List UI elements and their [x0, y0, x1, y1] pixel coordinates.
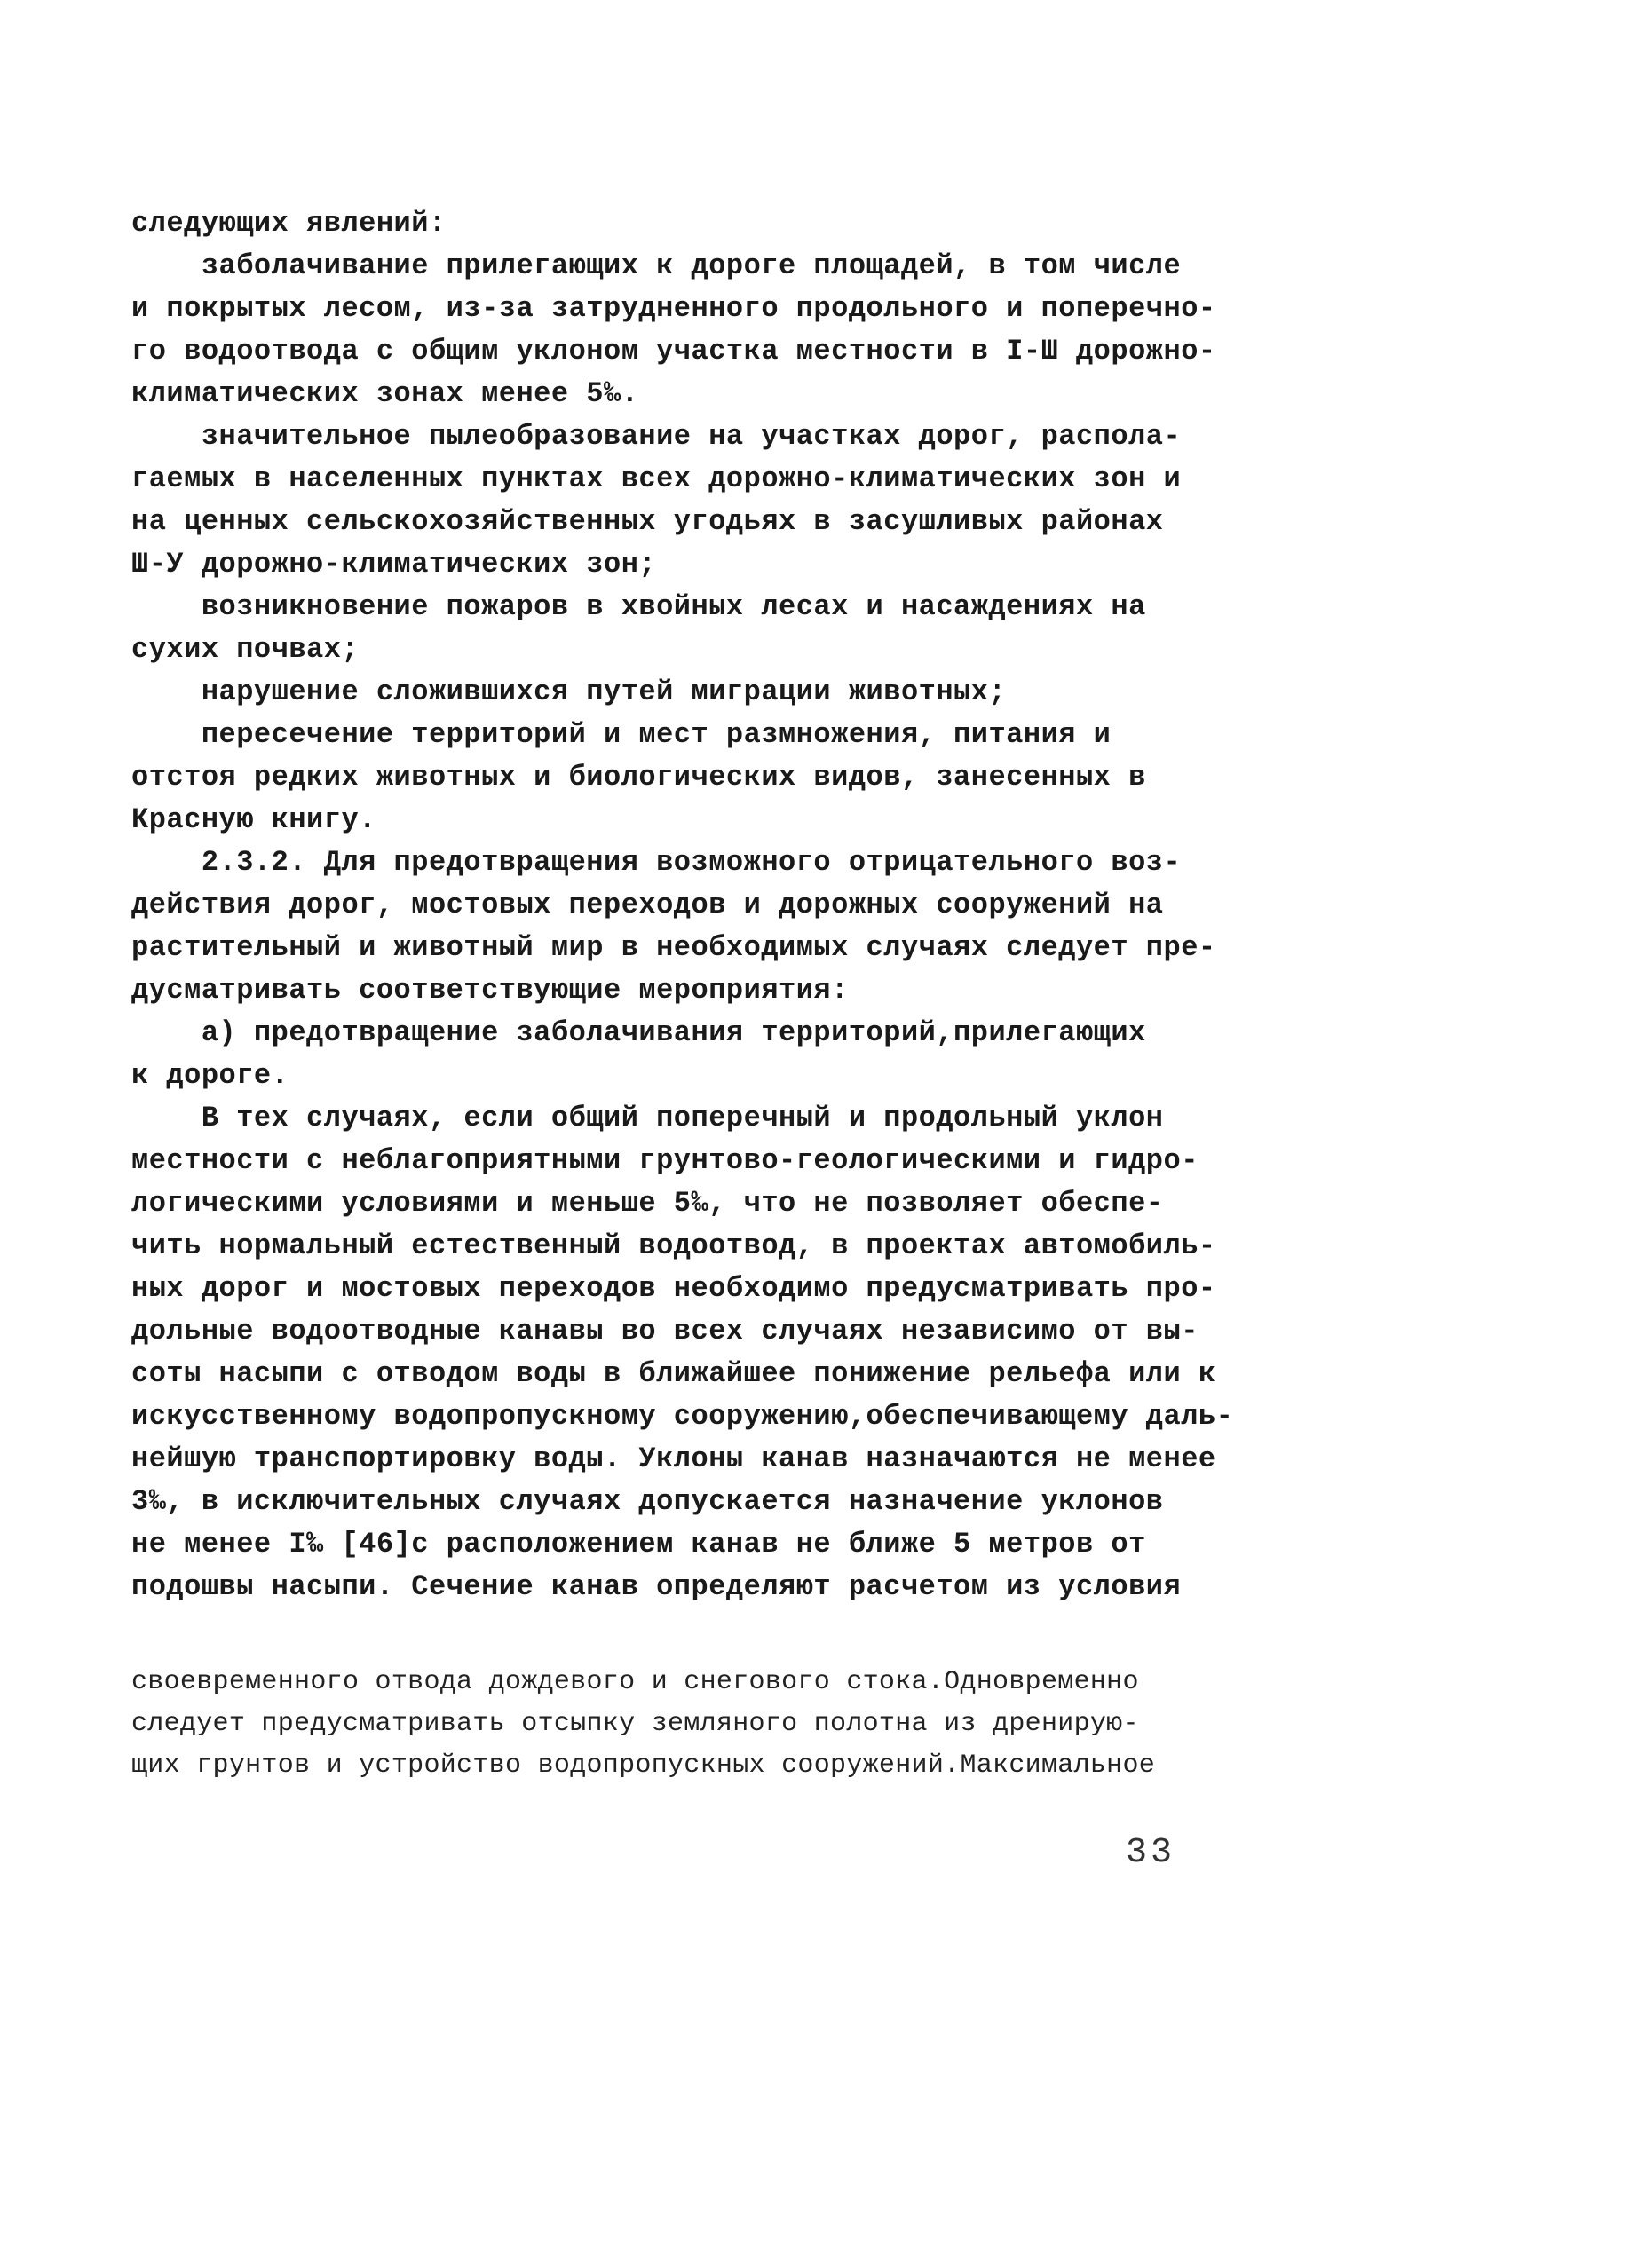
text-line: Красную книгу. [131, 803, 376, 836]
text-line: В тех случаях, если общий поперечный и продольный уклон [131, 1102, 1164, 1134]
text-line: сухих почвах; [131, 633, 360, 666]
text-line: не менее I‰ [46]с расположением канав не ближе 5 метров от [131, 1528, 1146, 1561]
text-line: искусственному водопропускному сооружению,обеспечивающему даль- [131, 1400, 1234, 1433]
page-number: 33 [1126, 1833, 1176, 1873]
text-line: пересечение территорий и мест размножения, питания и [131, 718, 1112, 751]
text-line: возникновение пожаров в хвойных лесах и насаждениях на [131, 590, 1146, 623]
text-line: растительный и животный мир в необходимых случаях следует пре- [131, 931, 1216, 964]
text-line: ных дорог и мостовых переходов необходимо предусматривать про- [131, 1272, 1216, 1305]
continuation-text-block [131, 1662, 1286, 1787]
text-line: местности с неблагоприятными грунтово-геологическими и гидро- [131, 1144, 1199, 1177]
text-line: щих грунтов и устройство водопропускных сооружений.Максимальное [131, 1750, 1156, 1781]
text-line: и покрытых лесом, из-за затрудненного продольного и поперечно- [131, 292, 1216, 325]
text-line: дусматривать соответствующие мероприятия: [131, 974, 849, 1007]
text-line: го водоотвода с общим уклоном участка местности в I-Ш дорожно- [131, 335, 1216, 367]
text-line: к дороге. [131, 1059, 289, 1092]
text-line: логическими условиями и меньше 5‰, что не позволяет обеспе- [131, 1187, 1164, 1220]
text-line: 2.3.2. Для предотвращения возможного отрицательного воз- [131, 846, 1182, 879]
text-line: своевременного отвода дождевого и снегового стока.Одновременно [131, 1667, 1139, 1697]
main-text-block [131, 202, 1232, 1608]
text-line: дольные водоотводные канавы во всех случаях независимо от вы- [131, 1315, 1199, 1347]
text-line: нарушение сложившихся путей миграции животных; [131, 676, 1007, 708]
text-line: действия дорог, мостовых переходов и дорожных сооружений на [131, 889, 1164, 921]
text-line: следующих явлений: [131, 207, 447, 240]
text-line: соты насыпи с отводом воды в ближайшее понижение рельефа или к [131, 1357, 1216, 1390]
text-line: гаемых в населенных пунктах всех дорожно-климатических зон и [131, 462, 1182, 495]
text-line: отстоя редких животных и биологических видов, занесенных в [131, 761, 1146, 794]
text-line: следует предусматривать отсыпку земляного полотна из дренирую- [131, 1709, 1139, 1739]
text-line: а) предотвращение заболачивания территорий,прилегающих [131, 1016, 1146, 1049]
text-line: заболачивание прилегающих к дороге площадей, в том числе [131, 249, 1182, 282]
text-line: подошвы насыпи. Сечение канав определяют расчетом из условия [131, 1570, 1182, 1603]
text-line: нейшую транспортировку воды. Уклоны канав назначаются не менее [131, 1442, 1216, 1475]
text-line: 3‰, в исключительных случаях допускается назначение уклонов [131, 1485, 1164, 1518]
text-line: климатических зонах менее 5‰. [131, 377, 639, 410]
text-line: чить нормальный естественный водоотвод, в проектах автомобиль- [131, 1229, 1216, 1262]
text-line: значительное пылеобразование на участках дорог, распола- [131, 420, 1182, 453]
text-line: на ценных сельскохозяйственных угодьях в засушливых районах [131, 505, 1164, 538]
text-line: Ш-У дорожно-климатических зон; [131, 548, 657, 581]
